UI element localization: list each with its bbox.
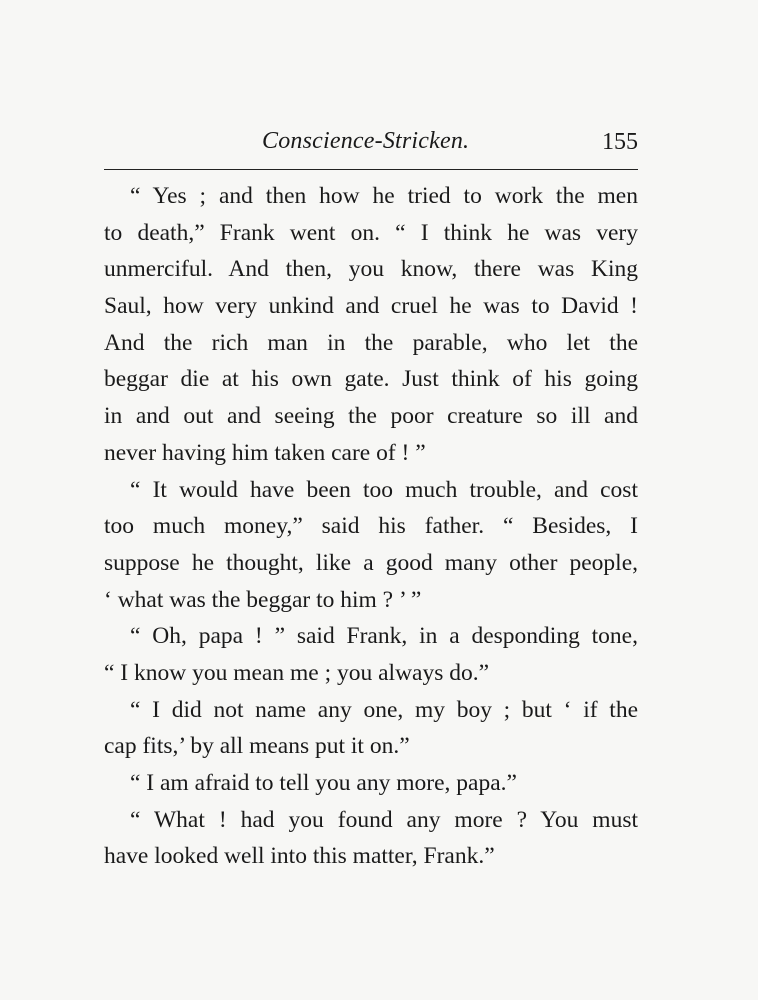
text-line: “ I am afraid to tell you any more, papa.” — [130, 770, 517, 796]
text-line: unmerciful. And then, you know, there was King — [104, 256, 638, 283]
text-line: “ What ! had you found any more ? You must — [130, 806, 638, 833]
text-line: “ Oh, papa ! ” said Frank, in a desponding tone, — [130, 623, 638, 650]
text-line: “ I did not name any one, my boy ; but ‘ if the — [130, 696, 638, 723]
running-title: Conscience-Stricken. — [262, 128, 470, 154]
page-number: 155 — [602, 129, 638, 155]
text-line: in and out and seeing the poor creature so ill and — [104, 403, 638, 430]
text-line: cap fits,’ by all means put it on.” — [104, 733, 410, 760]
text-line: have looked well into this matter, Frank.” — [104, 843, 495, 870]
text-line: too much money,” said his father. “ Besides, I — [104, 513, 638, 540]
text-line: beggar die at his own gate. Just think of his going — [104, 366, 638, 393]
header-rule — [104, 169, 638, 170]
text-line: suppose he thought, like a good many other people, — [104, 549, 638, 576]
text-line: never having him taken care of ! ” — [104, 439, 426, 466]
text-line: “ Yes ; and then how he tried to work the men — [130, 183, 638, 209]
text-line: “ It would have been too much trouble, and cost — [130, 476, 638, 503]
text-line: And the rich man in the parable, who let the — [104, 329, 638, 356]
text-line: Saul, how very unkind and cruel he was to David ! — [104, 293, 638, 320]
body-text — [104, 178, 638, 875]
text-line: ‘ what was the beggar to him ? ’ ” — [104, 586, 422, 613]
text-line: “ I know you mean me ; you always do.” — [104, 659, 490, 686]
text-line: to death,” Frank went on. “ I think he was very — [104, 219, 638, 246]
page-header — [104, 128, 638, 164]
